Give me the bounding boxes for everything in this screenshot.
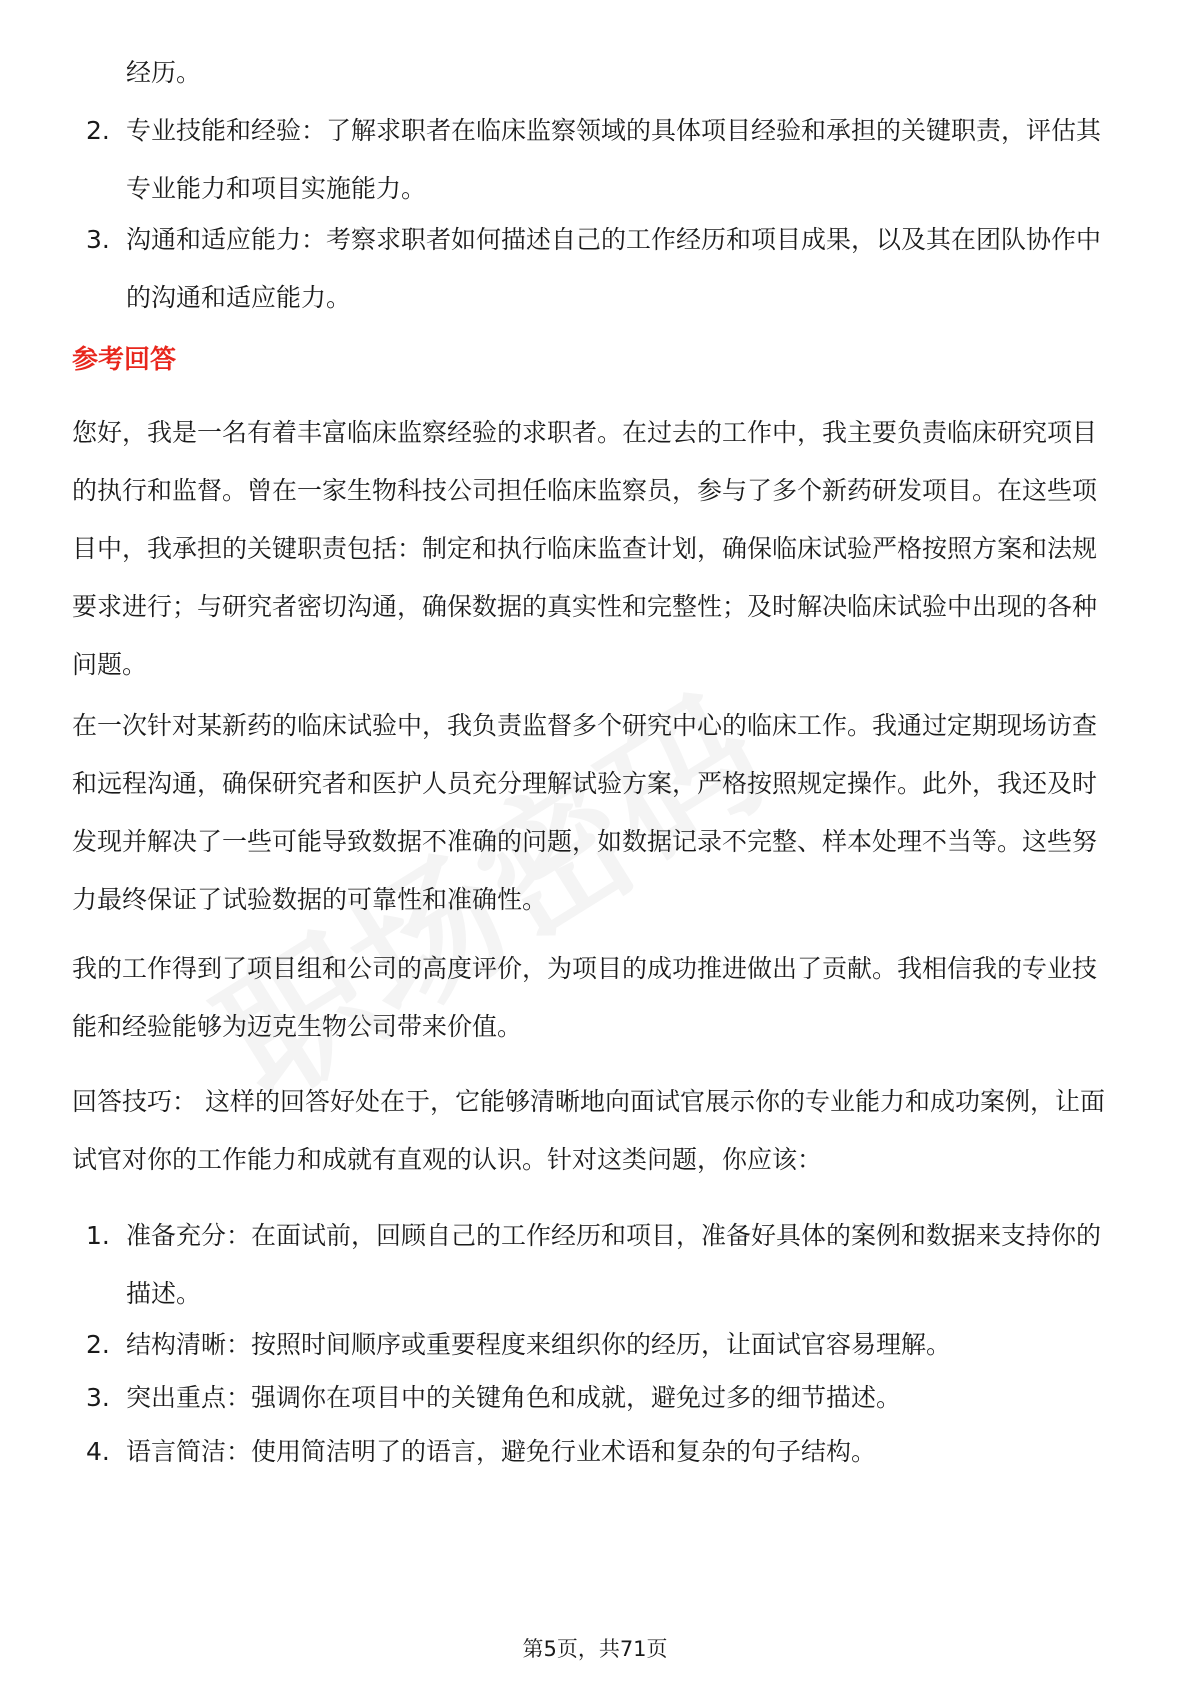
paragraph-tips-intro: 回答技巧： 这样的回答好处在于，它能够清晰地向面试官展示你的专业能力和成功案例，让面试官对你的工作能力和成就有直观的认识。针对这类问题，你应该： <box>72 1087 1105 1174</box>
paragraph: 您好，我是一名有着丰富临床监察经验的求职者。在过去的工作中，我主要负责临床研究项目的执行和监督。曾在一家生物科技公司担任临床监察员，参与了多个新药研发项目。在这些项目中，我承担的关键职责包括：制定和执行临床监查计划，确保临床试验严格按照方案和法规要求进行；与研究者密切沟通，确保数据的真实性和完整性；及时解决临床试验中出现的各种问题。 <box>72 418 1098 679</box>
paragraph: 我的工作得到了项目组和公司的高度评价，为项目的成功推进做出了贡献。我相信我的专业技能和经验能够为迈克生物公司带来价值。 <box>72 954 1098 1041</box>
list-item: 3. 沟通和适应能力：考察求职者如何描述自己的工作经历和项目成果，以及其在团队协作中的沟通和适应能力。 <box>86 225 1102 312</box>
section-heading: 参考回答 <box>72 345 177 375</box>
list-item-1-tail: 经历。 <box>126 58 202 87</box>
list-item: 3. 突出重点：强调你在项目中的关键角色和成就，避免过多的细节描述。 <box>86 1383 902 1412</box>
page-number: 第5页，共71页 <box>522 1637 668 1661</box>
list-item: 2. 结构清晰：按照时间顺序或重要程度来组织你的经历，让面试官容易理解。 <box>86 1330 952 1359</box>
list-item: 4. 语言简洁：使用简洁明了的语言，避免行业术语和复杂的句子结构。 <box>86 1437 877 1466</box>
paragraph: 在一次针对某新药的临床试验中，我负责监督多个研究中心的临床工作。我通过定期现场访查和远程沟通，确保研究者和医护人员充分理解试验方案，严格按照规定操作。此外，我还及时发现并解决了一些可能导致数据不准确的问题，如数据记录不完整、样本处理不当等。这些努力最终保证了试验数据的可靠性和准确性。 <box>72 711 1098 914</box>
list-item: 2. 专业技能和经验：了解求职者在临床监察领域的具体项目经验和承担的关键职责，评估其专业能力和项目实施能力。 <box>86 116 1102 203</box>
list-item: 1. 准备充分：在面试前，回顾自己的工作经历和项目，准备好具体的案例和数据来支持你的描述。 <box>86 1221 1102 1308</box>
